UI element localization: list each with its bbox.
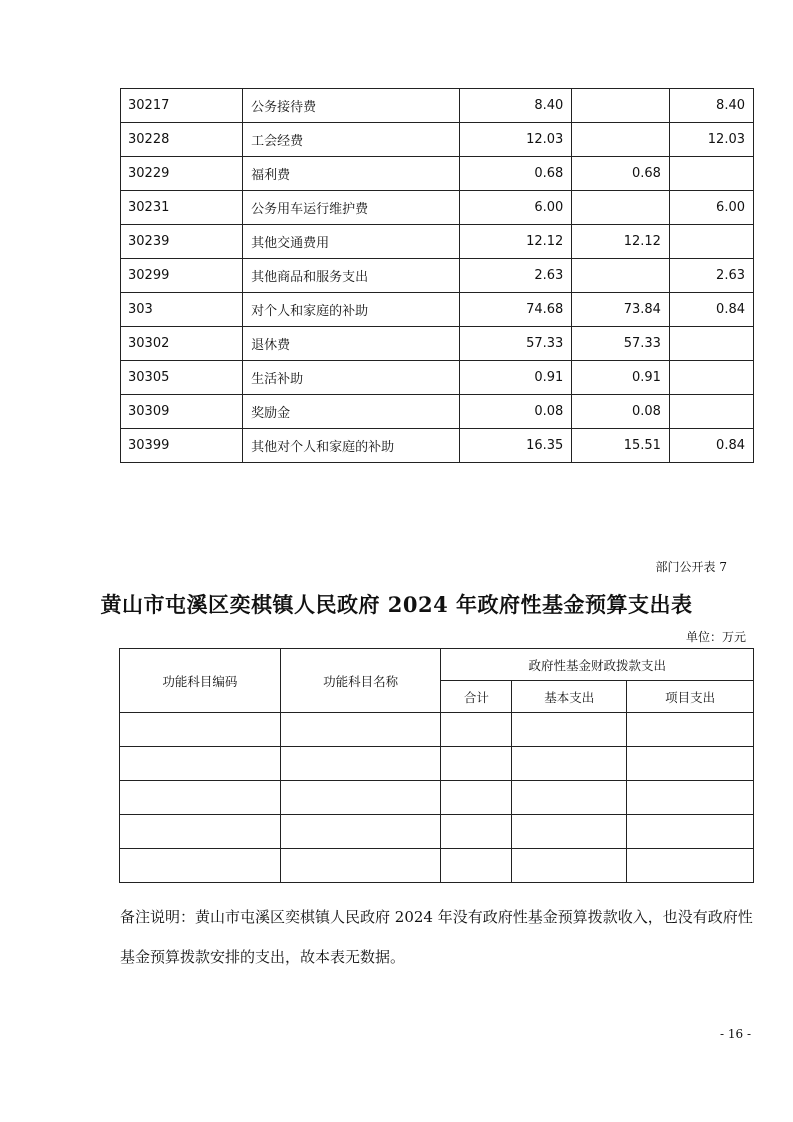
row-project: 2.63 xyxy=(669,259,753,293)
table-row xyxy=(121,157,754,191)
empty-cell xyxy=(627,713,754,747)
row-project: 8.40 xyxy=(669,89,753,123)
row-name: 退休费 xyxy=(243,327,460,361)
page-number: - 16 - xyxy=(719,1027,751,1041)
row-basic: 57.33 xyxy=(572,327,670,361)
row-basic xyxy=(572,89,670,123)
row-basic: 15.51 xyxy=(572,429,670,463)
expense-detail-body xyxy=(121,89,754,463)
row-basic xyxy=(572,259,670,293)
unit-label: 单位：万元 xyxy=(685,630,746,644)
row-basic: 0.91 xyxy=(572,361,670,395)
row-name: 其他对个人和家庭的补助 xyxy=(243,429,460,463)
empty-cell xyxy=(280,747,441,781)
row-project: 12.03 xyxy=(669,123,753,157)
fund-table-body xyxy=(120,713,754,883)
empty-cell xyxy=(120,781,281,815)
page-title: 黄山市屯溪区奕棋镇人民政府 2024 年政府性基金预算支出表 xyxy=(100,592,693,617)
row-total: 74.68 xyxy=(460,293,572,327)
empty-cell xyxy=(441,747,512,781)
row-project xyxy=(669,157,753,191)
table-row xyxy=(121,429,754,463)
row-name: 其他商品和服务支出 xyxy=(243,259,460,293)
row-total: 8.40 xyxy=(460,89,572,123)
row-project xyxy=(669,395,753,429)
row-total: 16.35 xyxy=(460,429,572,463)
header-total: 合计 xyxy=(441,681,512,713)
table-row xyxy=(120,815,754,849)
row-total: 12.03 xyxy=(460,123,572,157)
row-basic: 0.68 xyxy=(572,157,670,191)
row-name: 福利费 xyxy=(243,157,460,191)
table-row xyxy=(121,395,754,429)
row-total: 6.00 xyxy=(460,191,572,225)
row-code: 30299 xyxy=(121,259,243,293)
remark-note: 备注说明：黄山市屯溪区奕棋镇人民政府 2024 年没有政府性基金预算拨款收入，也没有政府性基金预算拨款安排的支出，故本表无数据。 xyxy=(120,908,753,966)
row-code: 30309 xyxy=(121,395,243,429)
row-total: 12.12 xyxy=(460,225,572,259)
table-row xyxy=(121,361,754,395)
government-fund-expenditure-table xyxy=(119,648,754,883)
row-project: 0.84 xyxy=(669,293,753,327)
row-total: 57.33 xyxy=(460,327,572,361)
row-code: 30217 xyxy=(121,89,243,123)
header-row xyxy=(120,649,754,681)
row-code: 30229 xyxy=(121,157,243,191)
table-row xyxy=(120,713,754,747)
expense-detail-table xyxy=(120,88,754,463)
table-row xyxy=(121,327,754,361)
empty-cell xyxy=(627,849,754,883)
header-name: 功能科目名称 xyxy=(280,649,441,713)
row-name: 生活补助 xyxy=(243,361,460,395)
empty-cell xyxy=(627,781,754,815)
table-row xyxy=(120,781,754,815)
empty-cell xyxy=(280,815,441,849)
row-basic xyxy=(572,191,670,225)
empty-cell xyxy=(512,781,627,815)
row-project xyxy=(669,327,753,361)
empty-cell xyxy=(512,713,627,747)
empty-cell xyxy=(120,815,281,849)
empty-cell xyxy=(120,713,281,747)
empty-cell xyxy=(441,713,512,747)
empty-cell xyxy=(280,713,441,747)
empty-cell xyxy=(120,747,281,781)
header-code: 功能科目编码 xyxy=(120,649,281,713)
table-row xyxy=(121,259,754,293)
row-basic: 12.12 xyxy=(572,225,670,259)
table-row xyxy=(121,191,754,225)
header-group: 政府性基金财政拨款支出 xyxy=(441,649,754,681)
table-number-label: 部门公开表 7 xyxy=(655,560,727,574)
row-project xyxy=(669,225,753,259)
row-name: 奖励金 xyxy=(243,395,460,429)
row-project: 0.84 xyxy=(669,429,753,463)
row-name: 公务接待费 xyxy=(243,89,460,123)
row-code: 30231 xyxy=(121,191,243,225)
row-name: 对个人和家庭的补助 xyxy=(243,293,460,327)
empty-cell xyxy=(280,849,441,883)
row-code: 303 xyxy=(121,293,243,327)
row-name: 工会经费 xyxy=(243,123,460,157)
empty-cell xyxy=(280,781,441,815)
row-basic xyxy=(572,123,670,157)
table-row xyxy=(120,849,754,883)
empty-cell xyxy=(627,815,754,849)
row-code: 30305 xyxy=(121,361,243,395)
row-project xyxy=(669,361,753,395)
empty-cell xyxy=(627,747,754,781)
row-code: 30228 xyxy=(121,123,243,157)
table-row xyxy=(120,747,754,781)
row-total: 0.91 xyxy=(460,361,572,395)
empty-cell xyxy=(441,815,512,849)
row-name: 公务用车运行维护费 xyxy=(243,191,460,225)
row-total: 0.08 xyxy=(460,395,572,429)
empty-cell xyxy=(441,849,512,883)
row-code: 30399 xyxy=(121,429,243,463)
header-project: 项目支出 xyxy=(627,681,754,713)
fund-table-header xyxy=(120,649,754,713)
empty-cell xyxy=(512,747,627,781)
table-row xyxy=(121,89,754,123)
row-name: 其他交通费用 xyxy=(243,225,460,259)
row-basic: 0.08 xyxy=(572,395,670,429)
empty-cell xyxy=(120,849,281,883)
empty-cell xyxy=(512,815,627,849)
row-code: 30302 xyxy=(121,327,243,361)
header-basic: 基本支出 xyxy=(512,681,627,713)
row-code: 30239 xyxy=(121,225,243,259)
row-total: 0.68 xyxy=(460,157,572,191)
row-total: 2.63 xyxy=(460,259,572,293)
table-row xyxy=(121,123,754,157)
row-basic: 73.84 xyxy=(572,293,670,327)
table-row xyxy=(121,293,754,327)
empty-cell xyxy=(441,781,512,815)
row-project: 6.00 xyxy=(669,191,753,225)
table-row xyxy=(121,225,754,259)
empty-cell xyxy=(512,849,627,883)
